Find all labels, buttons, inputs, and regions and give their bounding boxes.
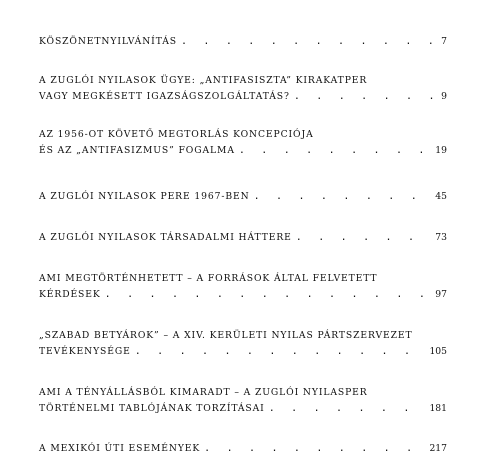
dot-leader	[269, 401, 427, 417]
dot-leader	[296, 230, 433, 246]
toc-entry-title-continued: ÉS AZ „ANTIFASIZMUS” FOGALMA	[39, 145, 235, 156]
toc-page-number: 7	[441, 36, 447, 47]
toc-page-number: 19	[435, 145, 447, 156]
toc-page-number: 105	[429, 346, 447, 357]
toc-entry	[39, 127, 447, 159]
toc-entry-title: A ZUGLÓI NYILASOK TÁRSADALMI HÁTTERE	[39, 232, 292, 243]
toc-entry-title-continued: KÉRDÉSEK	[39, 289, 101, 300]
toc-entry	[39, 34, 447, 50]
toc-entry-title: „SZABAD BETYÁROK” – A XIV. KERÜLETI NYILAS PÁRTSZERVEZET	[39, 330, 413, 341]
toc-entry	[39, 441, 447, 457]
toc-entry	[39, 73, 447, 105]
toc-entry	[39, 230, 447, 246]
toc-entry-title: KÖSZÖNETNYILVÁNÍTÁS	[39, 36, 177, 47]
toc-entry-title: A ZUGLÓI NYILASOK ÜGYE: „ANTIFASISZTA” KIRAKATPER	[39, 75, 368, 86]
toc-entry	[39, 385, 447, 417]
dot-leader	[239, 143, 432, 159]
toc-entry-title: A MEXIKÓI ÚTI ESEMÉNYEK	[39, 443, 201, 454]
toc-entry-title: A ZUGLÓI NYILASOK PERE 1967-BEN	[39, 191, 250, 202]
dot-leader	[204, 441, 426, 457]
dot-leader	[294, 89, 438, 105]
toc-page-number: 217	[429, 443, 447, 454]
dot-leader	[105, 287, 433, 303]
toc-page-number: 9	[441, 91, 447, 102]
toc-page-number: 97	[435, 289, 447, 300]
toc-page-number: 45	[435, 191, 447, 202]
dot-leader	[254, 189, 433, 205]
toc-entry	[39, 328, 447, 360]
toc-entry-title-continued: TEVÉKENYSÉGE	[39, 346, 131, 357]
toc-entry	[39, 189, 447, 205]
toc-entry-title: AZ 1956-OT KÖVETŐ MEGTORLÁS KONCEPCIÓJA	[39, 129, 314, 140]
toc-entry-title: AMI A TÉNYÁLLÁSBÓL KIMARADT – A ZUGLÓI NYILASPER	[39, 387, 368, 398]
toc-entry-title-continued: TÖRTÉNELMI TABLÓJÁNAK TORZÍTÁSAI	[39, 403, 265, 414]
toc-entry-title-continued: VAGY MEGKÉSETT IGAZSÁGSZOLGÁLTATÁS?	[39, 91, 290, 102]
toc-page-number: 73	[435, 232, 447, 243]
dot-leader	[181, 34, 438, 50]
toc-entry	[39, 271, 447, 303]
dot-leader	[135, 344, 427, 360]
toc-page-number: 181	[429, 403, 447, 414]
toc-entry-title: AMI MEGTÖRTÉNHETETT – A FORRÁSOK ÁLTAL FELVETETT	[39, 273, 378, 284]
